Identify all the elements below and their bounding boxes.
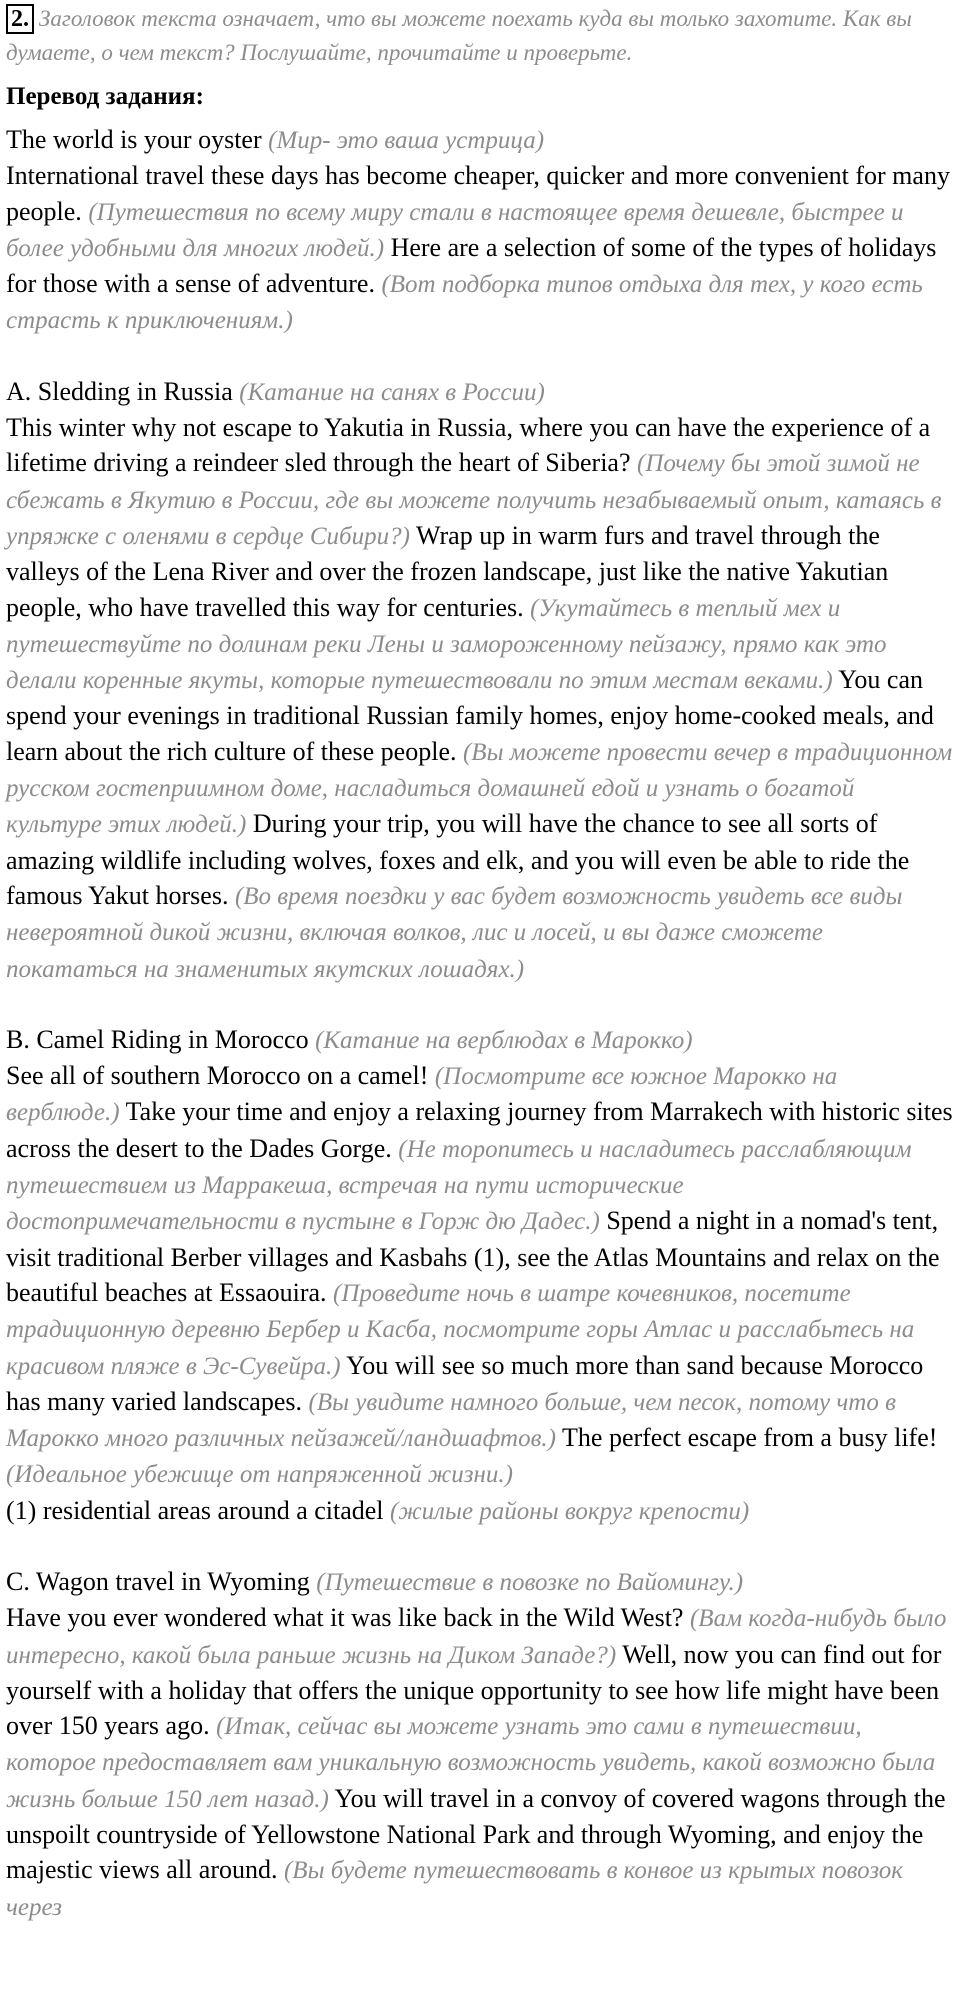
section-a-sentence-translation: (Вы можете провести вечер в традиционном русском гостеприимном доме, насладиться домашней едой и узнать о богатой культуре этих людей.): [6, 738, 953, 839]
section-b-sentence: You will see so much more than sand because Morocco has many varied landscapes.: [6, 1350, 924, 1416]
section-a-title: A. Sledding in Russia: [6, 376, 233, 406]
section-a-sentence: This winter why not escape to Yakutia in Russia, where you can have the experience of a lifetime driving a reindeer sled through the heart of Siberia?: [6, 413, 931, 478]
section-a-sentence: During your trip, you will have the chance to see all sorts of amazing wildlife including wolves, foxes and elk, and you will even be able to ride the famous Yakut horses.: [6, 809, 910, 910]
section-b-title-translation: (Катание на верблюдах в Марокко): [315, 1026, 693, 1054]
section-c-sentence-translation: (Вы будете путешествовать в конвое из крытых повозок через: [6, 1857, 903, 1921]
section-b-sentence: The perfect escape from a busy life!: [562, 1423, 938, 1453]
task-instruction: Заголовок текста означает, что вы можете поехать куда вы только захотите. Как вы думаете, о чем текст? Послушайте, прочитайте и проверьте.: [6, 6, 912, 65]
task-number: 2.: [6, 4, 34, 34]
section-b-sentence-translation: (Вы увидите намного больше, чем песок, потому что в Марокко много различных пейзажей/ландшафтов.): [6, 1388, 896, 1453]
section-c-sentence: You will travel in a convoy of covered wagons through the unspoilt countryside of Yellowstone National Park and through Wyoming, and enjoy the majestic views all around.: [6, 1783, 946, 1885]
section-c-title-translation: (Путешествие в повозке по Вайомингу.): [316, 1568, 744, 1596]
section-c-title: C. Wagon travel in Wyoming: [6, 1566, 310, 1596]
intro-title-translation: (Мир- это ваша устрица): [268, 127, 545, 154]
section-b-paragraph: [6, 1022, 956, 1529]
section-b-sentence-translation: (Не торопитесь и насладитесь расслабляющим путешествием из Марракеша, встречая на пути исторические достопримечательности в пустыне в Горж дю Дадес.): [6, 1135, 912, 1236]
section-c-title-line: [6, 1564, 956, 1600]
task-header: [6, 2, 956, 70]
section-c-sentence-translation: (Вам когда-нибудь было интересно, какой была раньше жизнь на Диком Западе?): [6, 1605, 947, 1669]
section-b-sentence-translation: (Проведите ночь в шатре кочевников, посетите традиционную деревню Бербер и Касба, посмотрите горы Атлас и расслабьтесь на красивом пляже в Эс-Сувейра.): [6, 1279, 915, 1380]
section-b-footnote-line: [6, 1493, 956, 1529]
intro-sentence: Here are a selection of some of the types of holidays for those with a sense of adventure.: [6, 232, 937, 299]
section-b-sentence-translation: (Идеальное убежище от напряженной жизни.): [6, 1461, 513, 1489]
intro-sentence: International travel these days has become cheaper, quicker and more convenient for many people.: [6, 161, 950, 226]
intro-sentence-translation: (Путешествия по всему миру стали в настоящее время дешевле, быстрее и более удобными для многих людей.): [6, 198, 904, 262]
section-a-title-translation: (Катание на санях в России): [239, 378, 545, 406]
section-a-title-line: [6, 374, 956, 410]
section-a-sentence: You can spend your evenings in traditional Russian family homes, enjoy home-cooked meals, and learn about the rich culture of these people.: [6, 665, 934, 766]
section-a-sentence-translation: (Почему бы этой зимой не сбежать в Якутию в России, где вы можете получить незабываемый опыт, катаясь в упряжке с оленями в сердце Сибири?): [6, 450, 942, 550]
section-a-sentence-translation: (Укутайтесь в теплый мех и путешествуйте по долинам реки Лены и замороженному пейзажу, прямо как это делали коренные якуты, которые путешествовали по этим местам веками.): [6, 594, 887, 695]
section-b-sentence: Take your time and enjoy a relaxing journey from Marrakech with historic sites across the desert to the Dades Gorge.: [6, 1097, 953, 1163]
section-c-sentence-translation: (Итак, сейчас вы можете узнать это сами в путешествии, которое предоставляет вам уникальную возможность увидеть, какой возможно была жизнь больше 150 лет назад.): [6, 1713, 936, 1813]
section-c-sentence: Well, now you can find out for yourself with a holiday that offers the unique opportunity to see how life might have been over 150 years ago.: [6, 1639, 942, 1741]
translation-heading: Перевод задания:: [6, 83, 204, 110]
section-b-footnote-translation: (жилые районы вокруг крепости): [390, 1497, 750, 1525]
section-a-paragraph: [6, 374, 956, 987]
section-b-title: B. Camel Riding in Morocco: [6, 1024, 309, 1054]
intro-sentence-translation: (Вот подборка типов отдыха для тех, у кого есть страсть к приключениям.): [6, 271, 923, 335]
intro-title: The world is your oyster: [6, 125, 262, 154]
section-b-sentence: See all of southern Morocco on a camel!: [6, 1061, 429, 1091]
intro-title-line: [6, 122, 956, 158]
section-b-sentence-translation: (Посмотрите все южное Марокко на верблюде.): [6, 1063, 838, 1127]
section-c-sentence: Have you ever wondered what it was like back in the Wild West?: [6, 1603, 684, 1633]
section-a-sentence: Wrap up in warm furs and travel through the valleys of the Lena River and over the frozen landscape, just like the native Yakutian people, who have travelled this way for centuries.: [6, 520, 889, 622]
section-b-title-line: [6, 1022, 956, 1058]
intro-paragraph: [6, 122, 956, 339]
section-b-footnote: (1) residential areas around a citadel: [6, 1495, 384, 1525]
section-c-paragraph: [6, 1564, 956, 1925]
section-a-sentence-translation: (Во время поездки у вас будет возможность увидеть все виды невероятной дикой жизни, включая волков, лис и лосей, и вы даже сможете покататься на знаменитых якутских лошадях.): [6, 882, 903, 983]
section-b-sentence: Spend a night in a nomad's tent, visit traditional Berber villages and Kasbahs (1), see the Atlas Mountains and relax on the beautiful beaches at Essaouira.: [6, 1206, 940, 1307]
